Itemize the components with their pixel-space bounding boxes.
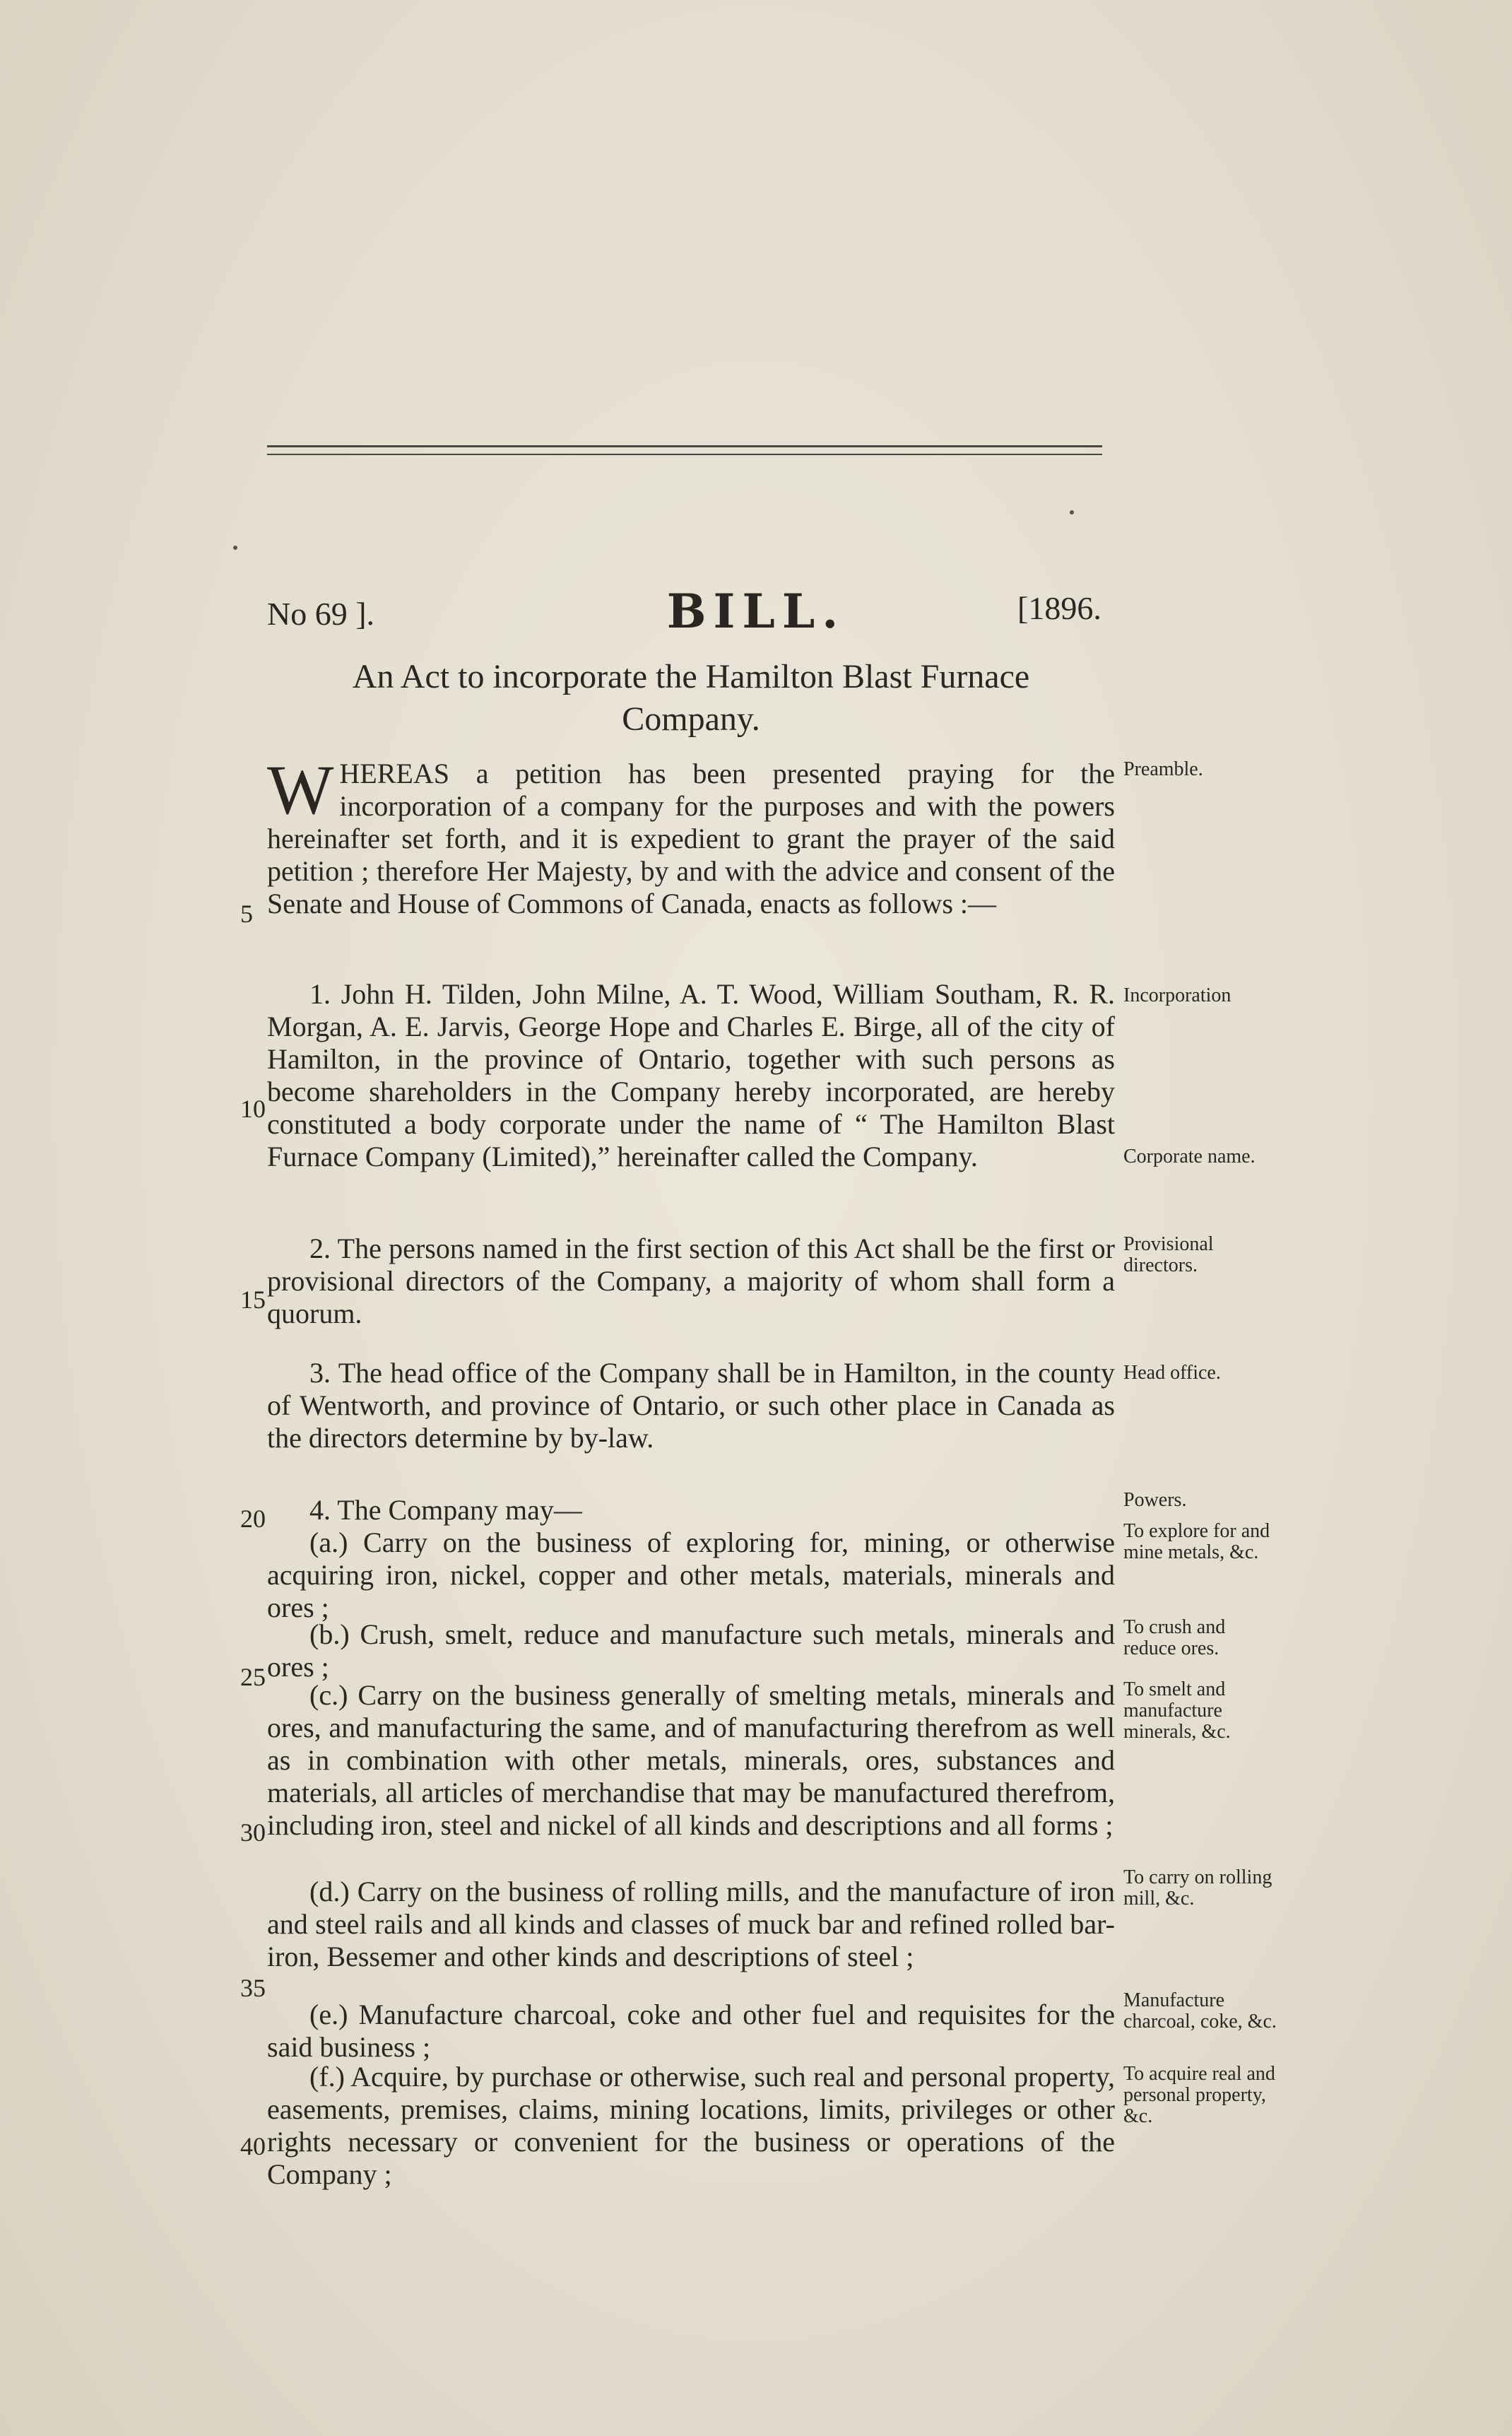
line-number: 35 bbox=[240, 1974, 266, 2002]
line-number: 40 bbox=[240, 2132, 266, 2160]
margin-note-acquire: To acquire real and personal property, &c. bbox=[1123, 2063, 1275, 2127]
bill-label: BILL. bbox=[666, 584, 846, 639]
header-rule bbox=[267, 445, 1102, 447]
header-rule-thin bbox=[267, 454, 1102, 455]
margin-note-smelt: To smelt and manufacture minerals, &c. bbox=[1123, 1678, 1231, 1743]
margin-note-incorporation: Incorporation bbox=[1123, 984, 1232, 1006]
margin-note-provisional: Provisional directors. bbox=[1123, 1233, 1214, 1276]
line-number: 10 bbox=[240, 1095, 266, 1123]
line-number: 25 bbox=[240, 1663, 266, 1691]
margin-note-explore: To explore for and mine metals, &c. bbox=[1123, 1520, 1270, 1563]
clause-c: (c.) Carry on the business generally of smelting metals, minerals and ores, and manufacturing the same, and of manufacturing therefrom as well as in combination with other metals, minerals, ores, substances and materials, all articles of merchandise that may be manufactured therefrom, including iron, steel and nickel of all kinds and descriptions and all forms ; bbox=[267, 1679, 1115, 1841]
margin-note-rolling: To carry on rolling mill, &c. bbox=[1123, 1866, 1272, 1910]
margin-note-crush: To crush and reduce ores. bbox=[1123, 1616, 1226, 1659]
clause-d: (d.) Carry on the business of rolling mills, and the manufacture of iron and steel rails and all kinds and classes of muck bar and refined rolled bar-iron, Bessemer and other kinds and descriptions of steel ; bbox=[267, 1876, 1115, 1972]
line-number: 15 bbox=[240, 1285, 266, 1314]
section-3: 3. The head office of the Company shall be in Hamilton, in the county of Wentworth, and province of Ontario, or such other place in Canada as the directors determine by by-law. bbox=[267, 1357, 1115, 1454]
clause-b: (b.) Crush, smelt, reduce and manufacture such metals, minerals and ores ; bbox=[267, 1618, 1115, 1683]
bill-number: No 69 ]. bbox=[267, 596, 375, 632]
act-title-line1: An Act to incorporate the Hamilton Blast Furnace bbox=[352, 658, 1030, 695]
preamble bbox=[267, 751, 1115, 920]
margin-note-head-office: Head office. bbox=[1123, 1362, 1221, 1384]
bill-year: [1896. bbox=[1017, 590, 1101, 626]
act-title bbox=[267, 656, 1115, 741]
margin-note-corporate-name: Corporate name. bbox=[1123, 1146, 1256, 1167]
line-number: 20 bbox=[240, 1505, 266, 1533]
preamble-text: HEREAS a petition has been presented praying for the incorporation of a company for the purposes and with the powers hereinafter set forth, and it is expedient to grant the prayer of the said petition ; therefore Her Majesty, by and with the advice and consent of the Senate and House of Commons of Canada, enacts as follows :— bbox=[267, 758, 1115, 919]
margin-note-preamble: Preamble. bbox=[1123, 758, 1203, 780]
act-title-line2: Company. bbox=[622, 700, 760, 738]
clause-a: (a.) Carry on the business of exploring for, mining, or otherwise acquiring iron, nickel, copper and other metals, materials, minerals and ores ; bbox=[267, 1526, 1115, 1623]
section-1: 1. John H. Tilden, John Milne, A. T. Wood, William Southam, R. R. Morgan, A. E. Jarvis, George Hope and Charles E. Birge, all of the city of Hamilton, in the province of Ontario, together with such persons as become shareholders in the Company hereby incorporated, are hereby constituted a body corporate under the name of “ The Hamilton Blast Furnace Company (Limited),” hereinafter called the Company. bbox=[267, 978, 1115, 1172]
line-number: 30 bbox=[240, 1818, 266, 1847]
clause-e: (e.) Manufacture charcoal, coke and other fuel and requisites for the said business ; bbox=[267, 1999, 1115, 2063]
section-2: 2. The persons named in the first section of this Act shall be the first or provisional directors of the Company, a majority of whom shall form a quorum. bbox=[267, 1232, 1115, 1329]
clause-f: (f.) Acquire, by purchase or otherwise, such real and personal property, easements, premises, claims, mining locations, limits, privileges or other rights necessary or convenient for the business or operations of the Company ; bbox=[267, 2061, 1115, 2190]
margin-note-charcoal: Manufacture charcoal, coke, &c. bbox=[1123, 1989, 1277, 2032]
dropcap: W bbox=[267, 751, 334, 829]
paper-speck bbox=[1070, 510, 1074, 514]
line-number: 5 bbox=[240, 900, 253, 928]
paper-speck bbox=[233, 546, 237, 550]
section-4: 4. The Company may— bbox=[309, 1494, 582, 1526]
margin-note-powers: Powers. bbox=[1123, 1489, 1187, 1511]
